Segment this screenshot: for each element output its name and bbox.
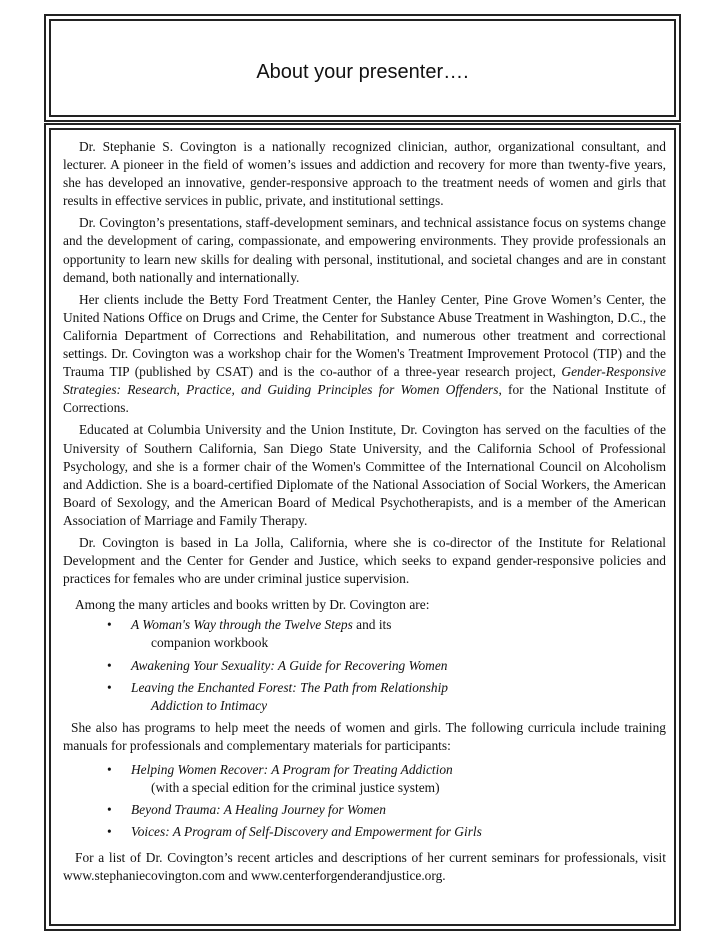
books-intro: Among the many articles and books written by Dr. Covington are:	[75, 597, 430, 613]
curricula-list	[63, 761, 666, 841]
page-title: About your presenter….	[256, 60, 469, 83]
bio-paragraph-presentations: Dr. Covington’s presentations, staff-development seminars, and technical assistance focus on systems change and the development of caring, compassionate, and empowering environments. They provide professionals an opportunity to learn new skills for dealing with personal, institutional, and societal changes and are in constant demand, both nationally and internationally.	[63, 215, 666, 285]
curriculum-title: Voices: A Program of Self-Discovery and Empowerment for Girls	[131, 824, 482, 840]
bio-paragraph-intro: Dr. Stephanie S. Covington is a nationally recognized clinician, author, organizational consultant, and lecturer. A pioneer in the field of women’s issues and addiction and recovery for more than twenty-five years, she has developed an innovative, gender-responsive approach to the treatment needs of women and girls that results in effective services in public, private, and institutional settings.	[63, 139, 666, 209]
bio-content	[63, 138, 666, 886]
bio-paragraph-location: Dr. Covington is based in La Jolla, California, where she is co-director of the Institute for Relational Development and the Center for Gender and Justice, which seeks to expand gender-responsive policies and practices for females who are under criminal justice supervision.	[63, 534, 666, 587]
closing-paragraph: For a list of Dr. Covington’s recent articles and descriptions of her current seminars for professionals, visit www.stephaniecovington.com and www.centerforgenderandjustice.org.	[63, 850, 666, 884]
book-title: A Woman's Way through the Twelve Steps	[131, 617, 353, 633]
book-continuation: companion workbook	[151, 635, 269, 651]
curriculum-title: Beyond Trauma: A Healing Journey for Women	[131, 802, 386, 818]
book-title: Awakening Your Sexuality: A Guide for Recovering Women	[131, 657, 448, 673]
bullet: •	[107, 617, 112, 633]
book-suffix: and its	[352, 617, 392, 633]
clients-text-end: , for the National Institute of Corrections.	[63, 382, 666, 416]
bullet: •	[107, 657, 112, 673]
bio-paragraph-education: Educated at Columbia University and the Union Institute, Dr. Covington has served on the faculties of the University of Southern California, San Diego State University, and the California School of Professional Psychology, and she is a former chair of the Women's Committee of the International Council on Alcoholism and Addiction. She is a board-certified Diplomate of the National Association of Social Workers, the American Board of Sexology, and the American Board of Medical Psychotherapists, and is a member of the American Association of Marriage and Family Therapy.	[63, 422, 666, 528]
list-item	[107, 761, 666, 797]
clients-text: Her clients include the Betty Ford Treatment Center, the Hanley Center, Pine Grove Women’s Center, the United Nations Office on Drugs and Crime, the Center for Substance Abuse Treatment in Washington, D.C., the California Department of Corrections and Rehabilitation, and numerous other treatment and correctional settings. Dr. Covington was a workshop chair for the Women's Treatment Improvement Protocol (TIP) and the Trauma TIP (published by CSAT) and is the co-author of a three-year research project,	[63, 291, 666, 380]
list-item	[107, 616, 666, 652]
title-frame-inner	[49, 19, 676, 117]
books-list	[63, 616, 666, 714]
bio-paragraph-clients	[63, 291, 666, 418]
list-item	[107, 657, 666, 675]
bullet: •	[107, 802, 112, 818]
body-frame-inner	[49, 128, 676, 926]
list-item	[107, 679, 666, 715]
clients-publication-title: Gender-Responsive Strategies: Research, Practice, and Guiding Principles for Women Offenders	[63, 364, 666, 398]
bullet: •	[107, 762, 112, 777]
curricula-intro: She also has programs to help meet the needs of women and girls. The following curricula include training manuals for professionals and complementary materials for participants:	[63, 719, 666, 753]
book-title: Leaving the Enchanted Forest: The Path from Relationship	[131, 679, 448, 695]
body-frame	[44, 123, 681, 931]
book-continuation: Addiction to Intimacy	[151, 697, 268, 713]
title-frame	[44, 14, 681, 122]
list-item	[107, 823, 666, 841]
list-item	[107, 801, 666, 819]
curriculum-continuation: (with a special edition for the criminal justice system)	[151, 780, 440, 796]
bullet: •	[107, 824, 112, 840]
curriculum-title: Helping Women Recover: A Program for Treating Addiction	[131, 762, 453, 777]
bullet: •	[107, 679, 112, 695]
